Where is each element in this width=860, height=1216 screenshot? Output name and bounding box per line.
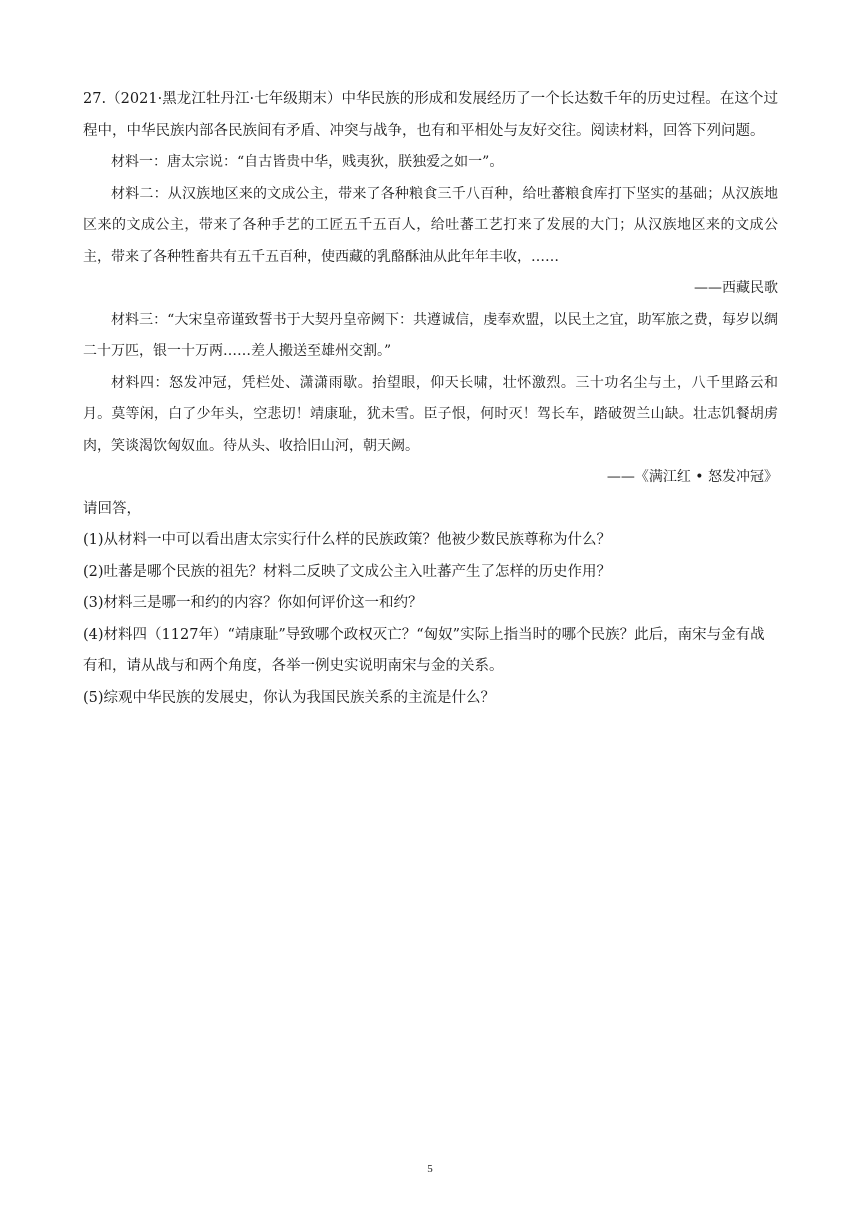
question-block — [83, 84, 778, 714]
material-one: 材料一：唐太宗说：“自古皆贵中华，贱夷狄，朕独爱之如一”。 — [111, 154, 504, 170]
material-four: 材料四：怒发冲冠，凭栏处、潇潇雨歇。抬望眼，仰天长啸，壮怀激烈。三十功名尘与土，八千里路云和月。莫等闲，白了少年头，空悲切！靖康耻，犹未雪。臣子恨，何时灭！驾长车，踏破贺兰山缺。壮志饥餐胡虏肉，笑谈渴饮匈奴血。待从头、收拾旧山河，朝天阙。 — [83, 374, 778, 454]
material-three: 材料三：“大宋皇帝谨致誓书于大契丹皇帝阙下：共遵诚信，虔奉欢盟，以民土之宜，助军旅之费，每岁以绸二十万匹，银一十万两……差人搬送至雄州交割。” — [83, 311, 778, 359]
material-four-source: ——《满江红 • 怒发冲冠》 — [606, 469, 778, 485]
material-two: 材料二：从汉族地区来的文成公主，带来了各种粮食三千八百种，给吐蕃粮食库打下坚实的基础；从汉族地区来的文成公主，带来了各种手艺的工匠五千五百人，给吐蕃工艺打来了发展的大门；从汉族地区来的文成公主，带来了各种牲畜共有五千五百种，使西藏的乳酪酥油从此年年丰收，…… — [83, 185, 778, 265]
question-intro: 27.（2021·黑龙江牡丹江·七年级期末）中华民族的形成和发展经历了一个长达数千年的历史过程。在这个过程中，中华民族内部各民族间有矛盾、冲突与战争，也有和平相处与友好交往。阅读材料，回答下列问题。 — [83, 91, 778, 139]
sub-question-2: (2)吐蕃是哪个民族的祖先？材料二反映了文成公主入吐蕃产生了怎样的历史作用？ — [83, 563, 612, 580]
answer-prompt: 请回答， — [83, 500, 141, 517]
sub-question-1: (1)从材料一中可以看出唐太宗实行什么样的民族政策？他被少数民族尊称为什么？ — [83, 532, 612, 548]
material-two-source: ——西藏民歌 — [694, 280, 778, 296]
sub-question-4: (4)材料四（1127年）“靖康耻”导致哪个政权灭亡？“匈奴”实际上指当时的哪个民族？此后，南宋与金有战有和，请从战与和两个角度，各举一例史实说明南宋与金的关系。 — [83, 626, 765, 674]
sub-question-5: (5)综观中华民族的发展史，你认为我国民族关系的主流是什么？ — [83, 689, 496, 706]
page-number: 5 — [427, 1163, 433, 1175]
sub-question-3: (3)材料三是哪一和约的内容？你如何评价这一和约？ — [83, 595, 423, 611]
